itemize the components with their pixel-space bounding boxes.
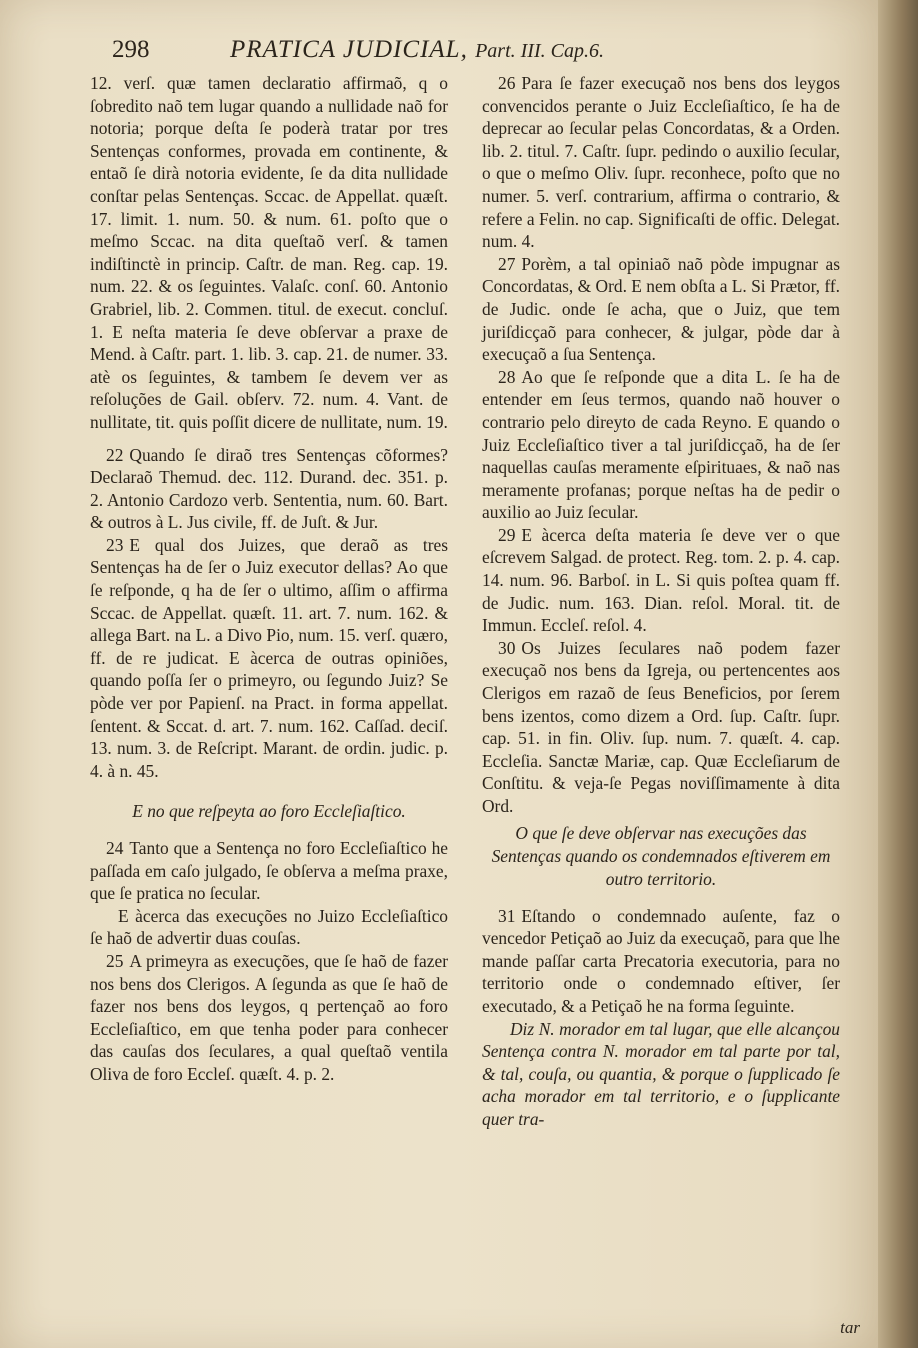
paragraph-22 [90, 444, 448, 534]
paragraph-text: Porèm, a tal opiniaõ naõ pòde impugnar as Concordatas, & Ord. E nem obſta a L. Si Prætor, ff. de Judic. onde ſe acha, que o Juiz, que tem juriſdicçaõ para conhecer, & julgar, pòde dar à execuçaõ a ſua Sentença. [482, 253, 840, 365]
paragraph-text: Para ſe fazer execuçaõ nos bens dos leygos convencidos perante o Juiz Eccleſiaſtico, ſe ha de deprecar ao ſecular pelas Concordatas, & a Orden. lib. 2. titul. 7. Caſtr. ſupr. pedindo o auxilio ſecular, o que o meſmo Oliv. ſupr. reconhece, poſto que no numer. 5. verſ. contrarium, affirma o contrario, & refere a Felin. no cap. Significaſti de offic. Delegat. num. 4. [482, 73, 840, 252]
paragraph-text: Eſtando o condemnado auſente, faz o vencedor Petiçaõ ao Juiz da execuçaõ, para que lhe mande paſſar carta Precatoria executoria, para no territorio onde o condemnado eſtiver, ſer executado, & a Petiçaõ he na forma ſeguinte. [482, 905, 840, 1016]
page-number: 298 [112, 36, 150, 63]
paragraph-number: 26 [498, 73, 516, 93]
paragraph-24 [90, 837, 448, 905]
section-heading: O que ſe deve obſervar nas execuções das Sentenças quando os condemnados eſtiverem em outro territorio. [491, 822, 831, 889]
paragraph-text: Os Juizes ſeculares naõ podem fazer execuçaõ nos bens da Igreja, ou pertencentes aos Clerigos em razaõ de ſeus Beneficios, por ſerem bens izentos, como dizem a Ord. ſup. Caſtr. ſupr. cap. 51. in fin. Oliv. ſup. num. 7. quæſt. 4. cap. Eccleſia. Sanctæ Mariæ, cap. Quæ Eccleſiarum de Conſtitu. & veja-ſe Pegas noviſſimamente à dita Ord. [482, 637, 840, 816]
paragraph-number: 31 [498, 905, 516, 926]
paragraph-text: Quando ſe diraõ tres Sentenças cõformes? Declaraõ Themud. dec. 112. Durand. dec. 351. p. 2. Antonio Cardozo verb. Sententia, num. 60. Bart. & outros à L. Jus civile, ff. de Juſt. & Jur. [90, 444, 448, 533]
running-title-text: PRATICA JUDICIAL, [230, 36, 468, 63]
paragraph-31 [482, 905, 840, 1018]
paragraph-continued: 12. verſ. quæ tamen declaratio affirmaõ, q o ſobredito naõ tem lugar quando a nullidade naõ for notoria; porque deſta ſe poderà tratar por tres Sentenças conformes, provada em continente, & entaõ ſe dirà notoria evidente, ſe da dita nullidade conſtar pelas Sentenças. Sccac. de Appellat. quæſt. 17. limit. 1. num. 50. & num. 61. poſto que o meſmo Sccac. na dita queſtaõ verſ. & tamen indiſtinctè in princip. Caſtr. de man. Reg. cap. 19. num. 22. & os ſeguintes. Valaſc. conſ. 60. Antonio Grabriel, lib. 2. Commen. titul. de execut. concluſ. 1. E neſta materia ſe deve obſervar a praxe de Mend. à Caſtr. part. 1. lib. 3. cap. 21. de numer. 33. atè os ſeguintes, & tambem ſe devem ver as reſoluções de Gail. obſerv. 72. num. 4. Vant. de nullitate, tit. quis poſſit dicere de nullitate, num. 19. [90, 73, 448, 432]
paragraph-29 [482, 524, 840, 637]
paragraph-30 [482, 637, 840, 818]
book-spine [878, 0, 918, 1348]
paragraph-26 [482, 72, 840, 253]
paragraph-23 [90, 534, 448, 783]
running-title-part: Part. III. Cap.6. [475, 40, 604, 62]
paragraph-number: 23 [106, 534, 124, 555]
paragraph-28 [482, 366, 840, 524]
paragraph-text: E qual dos Juizes, que deraõ as tres Sentenças ha de ſer o Juiz executor dellas? Ao que ſe reſponde, q ha de ſer o ultimo, aſſim o affirma Sccac. de Appellat. quæſt. 11. art. 7. num. 162. & allega Bart. na L. a Divo Pio, num. 15. verſ. quæro, ff. de re judicat. E àcerca de outras opiniões, quando poſſa ſer o primeyro, ou ſegundo Juiz? Se pòde ver por Papienſ. na Pract. in forma appellat. ſentent. & Sccat. d. art. 7. num. 162. Caſſad. deciſ. 13. num. 3. de Reſcript. Marant. de ordin. judic. p. 4. à n. 45. [90, 534, 448, 781]
running-title [230, 36, 604, 64]
paragraph-27 [482, 253, 840, 366]
paragraph-number: 30 [498, 637, 516, 658]
left-column [90, 72, 448, 1086]
paragraph-text: E àcerca deſta materia ſe deve ver o que eſcrevem Salgad. de protect. Reg. tom. 2. p. 4. cap. 14. num. 96. Barboſ. in L. Si quis poſtea quam ff. de Judic. num. 163. Dian. reſol. Moral. tit. de Immun. Eccleſ. reſol. 4. [482, 524, 840, 636]
paragraph-number: 28 [498, 366, 516, 387]
paragraph-number: 24 [106, 838, 124, 858]
section-heading: E no que reſpeyta ao foro Eccleſiaſtico. [132, 801, 406, 822]
paragraph-24b: E àcerca das execuções no Juizo Eccleſiaſtico ſe haõ de advertir duas couſas. [90, 905, 448, 949]
paragraph-25 [90, 950, 448, 1086]
right-column [482, 72, 840, 1131]
paragraph-number: 29 [498, 524, 516, 545]
petition-formula: Diz N. morador em tal lugar, que elle alcançou Sentença contra N. morador em tal parte por tal, & tal, couſa, ou quantia, & porque o ſupplicado ſe acha morador em tal territorio, e o ſupplicante quer tra- [482, 1018, 840, 1129]
paragraph-text: A primeyra as execuções, que ſe haõ de fazer nos bens dos Clerigos. A ſegunda as que ſe haõ de fazer nos bens dos leygos, q pertençaõ ao foro Eccleſiaſtico, em que tenha poder para conhecer das cauſas dos ſeculares, a qual queſtaõ ventila Oliva de foro Eccleſ. quæſt. 4. p. 2. [90, 950, 448, 1084]
paragraph-text: Tanto que a Sentença no foro Eccleſiaſtico he paſſada em caſo julgado, ſe obſerva a meſma praxe, que ſe pratica no ſecular. [90, 838, 448, 904]
paragraph-text: Ao que ſe reſponde que a dita L. ſe ha de entender em ſeus termos, quando naõ houver o contrario pelo direyto de cada Reyno. E quando o Juiz Eccleſiaſtico tiver a tal juriſdicçaõ, ha de ſer naquellas cauſas meramente eſpirituaes, & naõ nas meramente profanas; porque neſtas ha de pedir o auxilio ao Juiz ſecular. [482, 366, 840, 523]
paragraph-number: 25 [106, 950, 124, 971]
catchword: tar [840, 1318, 860, 1337]
paragraph-number: 22 [106, 444, 124, 465]
paragraph-number: 27 [498, 253, 516, 274]
running-header [112, 36, 852, 70]
